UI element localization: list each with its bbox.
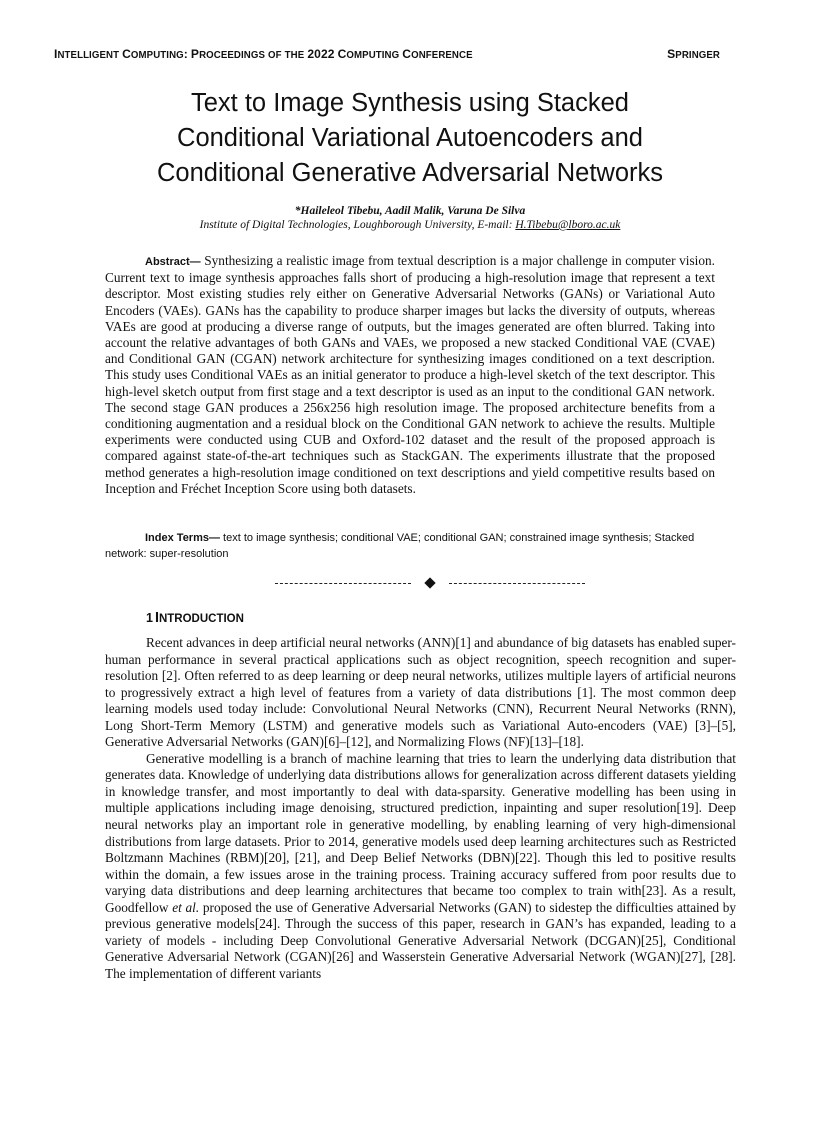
affiliation-text: Institute of Digital Technologies, Loughborough University, E-mail: [199,219,516,231]
index-terms-label: Index Terms— [145,532,220,544]
paragraph-text: Generative modelling is a branch of machine learning that tries to learn the underlying data distribution that generates data. Knowledge of underlying data distributions allows for generalization across different datasets yielding in knowledge transfer, and most importantly to deal with data-sparsity. Generative modelling has been using in multiple applications including image denoising, structured prediction, inpainting and super resolution[19]. Deep neural networks play an important role in generative modelling, by enabling learning of very high-dimensional distributions from large datasets. Prior to 2014, generative models used deep learning architectures such as Restricted Boltzmann Machines (RBM)[20], [21], and Deep Belief Networks (DBN)[22]. Though this led to positive results within the domain, a few issues arose in the training process. Training accuracy suffered from poor results due to varying data distributions and deep learning architectures that became too complex to train with[23]. As a result, Goodfellow [105,750,736,915]
body-paragraph [105,635,736,751]
section-title: INTRODUCTION [154,610,244,626]
affiliation [54,219,766,231]
abstract-label: Abstract— [145,256,201,268]
title-line: Text to Image Synthesis using Stacked [191,89,629,117]
separator-dash-right [449,583,585,584]
body-text [105,635,736,982]
author-email-link[interactable]: H.Tibebu@lboro.ac.uk [515,219,621,231]
section-heading-introduction [146,610,244,626]
paper-title [80,86,740,191]
paragraph-text: Recent advances in deep artificial neural networks (ANN)[1] and abundance of big datasets has enabled super-human performance in several practical applications such as object recognition, speech recognition and super-resolution [2]. Often referred to as deep learning or deep neural networks, utilizes multiple layers of artificial neurons to progressively extract a high level of features from a variety of data distributions [1]. The most common deep learning models used today include: Convolutional Neural Networks (CNN), Recurrent Neural Networks (RNN), Long Short-Term Memory (LSTM) and generative models such as Variational Auto-encoders (VAE) [3]–[5], Generative Adversarial Networks (GAN)[6]–[12], and Normalizing Flows (NF)[13]–[18]. [105,635,736,750]
section-number: 1 [146,611,153,625]
running-head-left: INTELLIGENT COMPUTING: PROCEEDINGS OF THE 2022 COMPUTING CONFERENCE [54,47,473,61]
title-line: Conditional Generative Adversarial Networks [157,159,663,187]
index-terms-text: text to image synthesis; conditional VAE; conditional GAN; constrained image synthesis; Stacked network: super-resolution [105,532,695,560]
title-line: Conditional Variational Autoencoders and [177,124,643,152]
abstract [105,253,715,497]
paragraph-text: proposed the use of Generative Adversarial Networks (GAN) to sidestep the difficulties attained by previous generative models[24]. Through the success of this paper, research in GAN’s has expanded, leading to a variety of models - including Deep Convolutional Generative Adversarial Network (DCGAN)[25], Conditional Generative Adversarial Network (CGAN)[26] and Wasserstein Generative Adversarial Network (WGAN)[27], [28]. The implementation of different variants [105,899,737,981]
running-head-right: SPRINGER [667,47,720,61]
diamond-icon [424,577,435,588]
body-paragraph [105,751,736,983]
author-list: *Haileleol Tibebu, Aadil Malik, Varuna De Silva [294,205,526,217]
paragraph-italic: et al. [172,899,200,915]
abstract-text: Synthesizing a realistic image from textual description is a major challenge in computer vision. Current text to image synthesis approaches falls short of producing a high-resolution image that represent a text descriptor. Most existing studies rely either on Generative Adversarial Networks (GANs) or Variational Auto Encoders (VAEs). GANs has the capability to produce sharper images but lacks the diversity of outputs, whereas VAEs are good at producing a diverse range of outputs, but the images generated are often blurred. Taking into account the relative advantages of both GANs and VAEs, we proposed a new stacked Conditional VAE (CVAE) and Conditional GAN (CGAN) network architecture for synthesizing images conditioned on a text description. This study uses Conditional VAEs as an initial generator to produce a high-level sketch of the text descriptor. This high-level sketch output from first stage and a text descriptor is used as an input to the conditional GAN network. The second stage GAN produces a 256x256 high resolution image. The proposed architecture benefits from a conditioning augmentation and a residual block on the Conditional GAN network to achieve the results. Multiple experiments were conducted using CUB and Oxford-102 dataset and the result of the proposed approach is compared against state-of-the-art techniques such as StackGAN. The experiments illustrate that the proposed method generates a high-resolution image conditioned on text descriptions and yield competitive results based on Inception and Fréchet Inception Score using both datasets. [105,253,715,496]
section-separator [275,579,585,587]
index-terms [105,531,720,562]
running-head [54,47,720,61]
separator-dash-left [275,583,411,584]
